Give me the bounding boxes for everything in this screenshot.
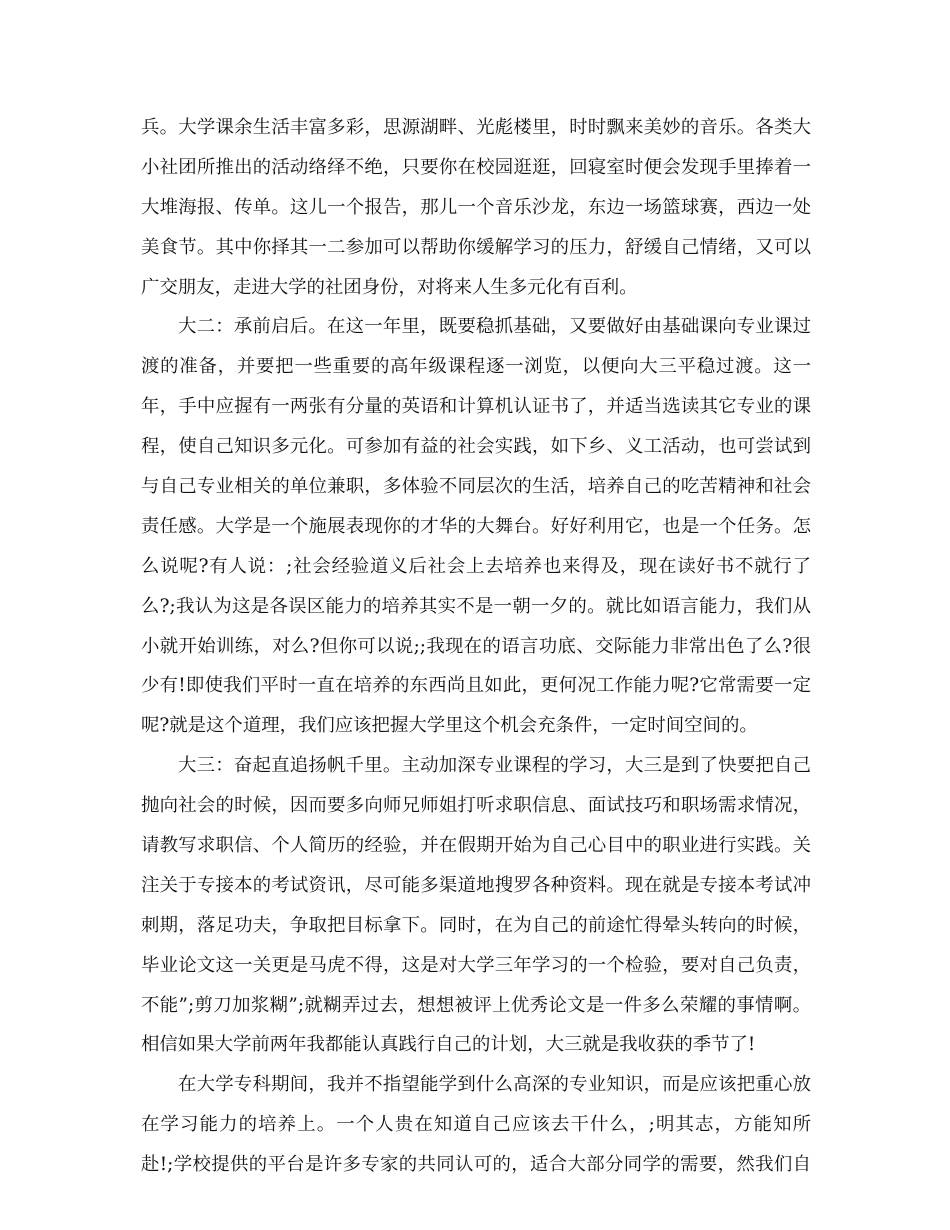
text-line: 注关于专接本的考试资讯，尽可能多渠道地搜罗各种资料。现在就是专接本考试冲 xyxy=(141,874,811,896)
text-line: 广交朋友，走进大学的社团身份，对将来人生多元化有百利。 xyxy=(141,276,638,298)
text-line: 毕业论文这一关更是马虎不得，这是对大学三年学习的一个检验，要对自己负责， xyxy=(141,954,811,976)
text-line: 少有!即使我们平时一直在培养的东西尚且如此，更何况工作能力呢?它常需要一定 xyxy=(141,675,811,697)
text-line: 美食节。其中你择其一二参加可以帮助你缓解学习的压力，舒缓自己情绪，又可以 xyxy=(141,236,811,258)
text-line: 不能”;剪刀加浆糊”;就糊弄过去，想想被评上优秀论文是一件多么荣耀的事情啊。 xyxy=(141,994,811,1016)
text-line: 兵。大学课余生活丰富多彩，思源湖畔、光彪楼里，时时飘来美妙的音乐。各类大 xyxy=(141,117,811,138)
text-line: 赴!;学校提供的平台是许多专家的共同认可的，适合大部分同学的需要，然我们自 xyxy=(141,1154,811,1176)
text-line: 抛向社会的时候，因而要多向师兄师姐打听求职信息、面试技巧和职场需求情况， xyxy=(141,795,811,817)
text-line: 在学习能力的培养上。一个人贵在知道自己应该去干什么，;明其志，方能知所 xyxy=(141,1114,811,1136)
document-body xyxy=(141,108,811,1185)
text-line: 大堆海报、传单。这儿一个报告，那儿一个音乐沙龙，东边一场篮球赛，西边一处 xyxy=(141,196,811,218)
text-line: 责任感。大学是一个施展表现你的才华的大舞台。好好利用它，也是一个任务。怎 xyxy=(141,515,811,537)
text-line: 大二：承前启后。在这一年里，既要稳抓基础，又要做好由基础课向专业课过 xyxy=(178,316,811,338)
text-line: 小社团所推出的活动络绎不绝，只要你在校园逛逛，回寝室时便会发现手里捧着一 xyxy=(141,156,811,178)
text-line: 在大学专科期间，我并不指望能学到什么高深的专业知识，而是应该把重心放 xyxy=(178,1074,811,1096)
text-line: 么?;我认为这是各误区能力的培养其实不是一朝一夕的。就比如语言能力，我们从 xyxy=(141,595,811,617)
text-line: 刺期，落足功夫，争取把目标拿下。同时，在为自己的前途忙得晕头转向的时候， xyxy=(141,914,811,936)
text-line: 相信如果大学前两年我都能认真践行自己的计划，大三就是我收获的季节了! xyxy=(141,1034,756,1056)
text-line: 渡的准备，并要把一些重要的高年级课程逐一浏览，以便向大三平稳过渡。这一 xyxy=(141,356,811,378)
text-line: 年，手中应握有一两张有分量的英语和计算机认证书了，并适当选读其它专业的课 xyxy=(141,396,811,418)
text-line: 呢?就是这个道理，我们应该把握大学里这个机会充条件，一定时间空间的。 xyxy=(141,715,758,737)
text-line: 请教写求职信、个人简历的经验，并在假期开始为自己心目中的职业进行实践。关 xyxy=(141,835,811,857)
text-line: 与自己专业相关的单位兼职，多体验不同层次的生活，培养自己的吃苦精神和社会 xyxy=(141,476,811,498)
text-line: 么说呢?有人说：;社会经验道义后社会上去培养也来得及，现在读好书不就行了 xyxy=(141,555,811,577)
text-line: 大三：奋起直追扬帆千里。主动加深专业课程的学习，大三是到了快要把自己 xyxy=(178,755,811,777)
text-line: 程，使自己知识多元化。可参加有益的社会实践，如下乡、义工活动，也可尝试到 xyxy=(141,436,811,458)
text-line: 小就开始训练，对么?但你可以说;;我现在的语言功底、交际能力非常出色了么?很 xyxy=(141,635,811,657)
